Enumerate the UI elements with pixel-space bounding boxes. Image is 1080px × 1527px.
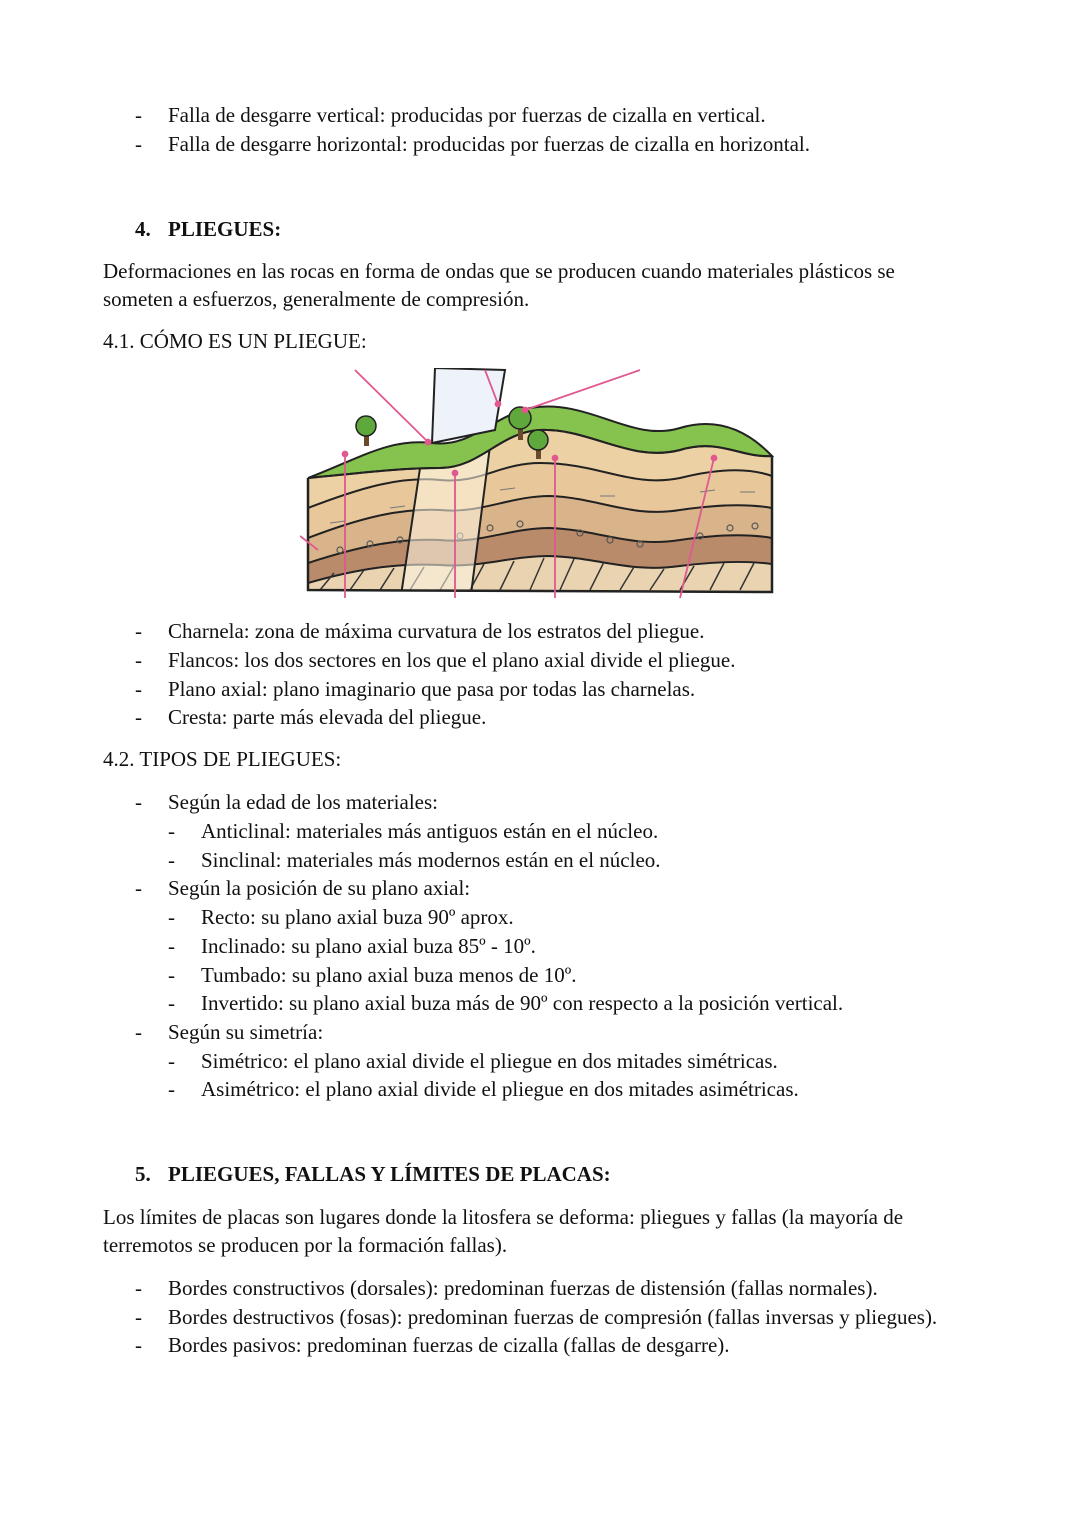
- list-item: Bordes destructivos (fosas): predominan fuerzas de compresión (fallas inversas y pliegues).: [168, 1305, 938, 1329]
- list-item: Falla de desgarre vertical: producidas por fuerzas de cizalla en vertical.: [168, 103, 766, 127]
- section-title: PLIEGUES:: [168, 217, 282, 241]
- bullet-dash: -: [168, 934, 175, 958]
- list-item: Invertido: su plano axial buza más de 90º con respecto a la posición vertical.: [201, 991, 844, 1015]
- list-item: Asimétrico: el plano axial divide el pliegue en dos mitades asimétricas.: [201, 1077, 799, 1101]
- list-item: Según su simetría:: [168, 1020, 324, 1044]
- bullet-dash: -: [135, 1276, 142, 1300]
- list-item: Falla de desgarre horizontal: producidas por fuerzas de cizalla en horizontal.: [168, 132, 810, 156]
- fold-diagram-svg: [300, 368, 778, 602]
- list-item: Sinclinal: materiales más modernos están en el núcleo.: [201, 848, 661, 872]
- list-item: Tumbado: su plano axial buza menos de 10º.: [201, 963, 577, 987]
- list-item: Según la posición de su plano axial:: [168, 876, 471, 900]
- paragraph-line: Los límites de placas son lugares donde la litosfera se deforma: pliegues y fallas (la mayoría de: [103, 1205, 904, 1229]
- bullet-dash: -: [135, 132, 142, 156]
- list-item: Inclinado: su plano axial buza 85º - 10º.: [201, 934, 536, 958]
- subsection-title: 4.2. TIPOS DE PLIEGUES:: [103, 747, 342, 771]
- bullet-dash: -: [135, 619, 142, 643]
- bullet-dash: -: [135, 103, 142, 127]
- subsection-title: 4.1. CÓMO ES UN PLIEGUE:: [103, 329, 367, 353]
- list-item: Simétrico: el plano axial divide el pliegue en dos mitades simétricas.: [201, 1049, 778, 1073]
- bullet-dash: -: [168, 1077, 175, 1101]
- section-number: 5.: [135, 1162, 151, 1186]
- bullet-dash: -: [135, 1020, 142, 1044]
- bullet-dash: -: [168, 848, 175, 872]
- rock-strata: [300, 368, 778, 602]
- paragraph-line: Deformaciones en las rocas en forma de ondas que se producen cuando materiales plásticos se: [103, 259, 895, 283]
- bullet-dash: -: [135, 1305, 142, 1329]
- bullet-dash: -: [135, 1333, 142, 1357]
- paragraph-line: someten a esfuerzos, generalmente de compresión.: [103, 287, 530, 311]
- bullet-dash: -: [135, 705, 142, 729]
- list-item: Flancos: los dos sectores en los que el plano axial divide el pliegue.: [168, 648, 736, 672]
- bullet-dash: -: [168, 1049, 175, 1073]
- list-item: Charnela: zona de máxima curvatura de los estratos del pliegue.: [168, 619, 705, 643]
- fold-illustration: [300, 368, 778, 602]
- list-item: Recto: su plano axial buza 90º aprox.: [201, 905, 514, 929]
- tree-icon: [356, 416, 376, 446]
- bullet-dash: -: [135, 677, 142, 701]
- bullet-dash: -: [168, 963, 175, 987]
- bullet-dash: -: [168, 991, 175, 1015]
- list-item: Según la edad de los materiales:: [168, 790, 438, 814]
- paragraph-line: terremotos se producen por la formación fallas).: [103, 1233, 508, 1257]
- list-item: Plano axial: plano imaginario que pasa por todas las charnelas.: [168, 677, 696, 701]
- list-item: Bordes constructivos (dorsales): predominan fuerzas de distensión (fallas normales).: [168, 1276, 878, 1300]
- section-number: 4.: [135, 217, 151, 241]
- list-item: Bordes pasivos: predominan fuerzas de cizalla (fallas de desgarre).: [168, 1333, 730, 1357]
- section-title: PLIEGUES, FALLAS Y LÍMITES DE PLACAS:: [168, 1162, 611, 1186]
- list-item: Anticlinal: materiales más antiguos están en el núcleo.: [201, 819, 659, 843]
- bullet-dash: -: [135, 876, 142, 900]
- bullet-dash: -: [168, 819, 175, 843]
- bullet-dash: -: [168, 905, 175, 929]
- bullet-dash: -: [135, 648, 142, 672]
- list-item: Cresta: parte más elevada del pliegue.: [168, 705, 487, 729]
- bullet-dash: -: [135, 790, 142, 814]
